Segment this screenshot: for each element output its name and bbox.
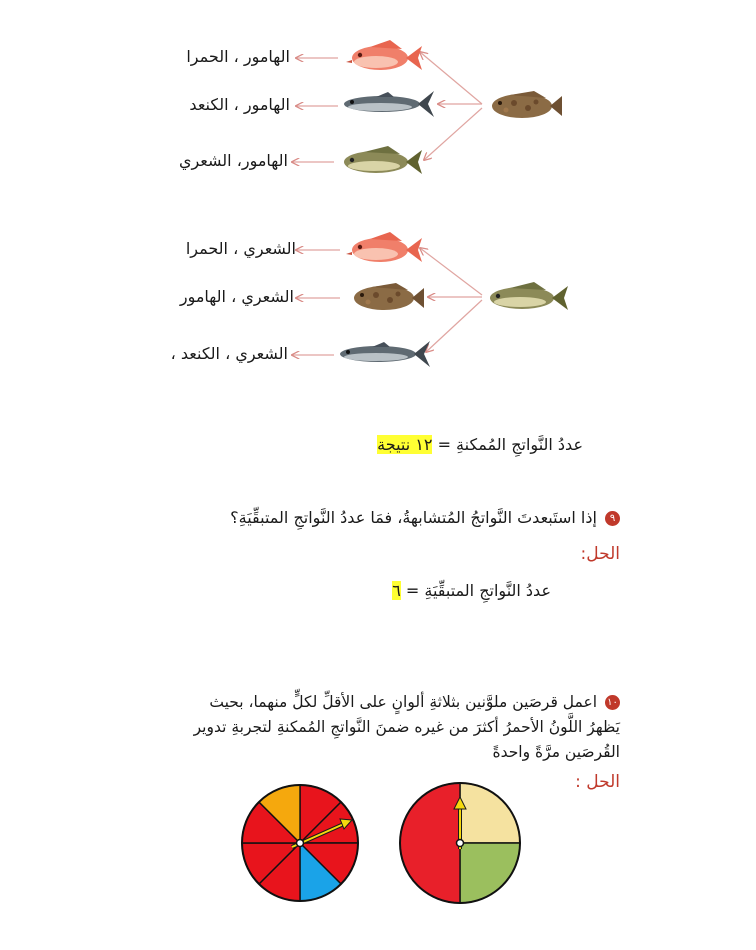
spinner-hub bbox=[457, 840, 464, 847]
solution-label: الحل: bbox=[580, 544, 620, 564]
question-10-line1: اعمل قرصَين ملوَّنين بثلاثةِ ألوانٍ على الأقلِّ لكلٍّ منهما، بحيث bbox=[209, 693, 598, 711]
question-number-badge: ١٠ bbox=[605, 695, 620, 710]
q9-answer-text: عددُ النَّواتجِ المتبقِّيَةِ = bbox=[405, 581, 551, 600]
total-outcomes-text: عددُ النَّواتجِ المُمكنةِ = bbox=[437, 435, 583, 454]
q9-answer-value: ٦ bbox=[392, 581, 401, 600]
outcome-label: الشعري ، الهامور bbox=[179, 287, 294, 306]
question-number-badge: ٩ bbox=[605, 511, 620, 526]
outcome-label: الهامور، الشعري bbox=[178, 151, 288, 170]
spinner-hub bbox=[297, 840, 304, 847]
outcome-label: الشعري ، الحمرا bbox=[185, 239, 296, 258]
question-10-line2: يَظهرُ اللَّونُ الأحمرُ أكثرَ من غيره ضمنَ النَّواتجِ المُمكنةِ لتجربةِ تدوير bbox=[193, 718, 620, 736]
outcome-label: الهامور ، الكنعد bbox=[189, 95, 290, 114]
question-10-line3: القُرصَين مرَّةً واحدةً bbox=[492, 743, 620, 761]
outcome-label: الشعري ، الكنعد ، bbox=[170, 344, 288, 363]
outcome-label: الهامور ، الحمرا bbox=[186, 47, 290, 66]
question-9-text: إذا استَبعدتَ النَّواتجُ المُتشابهةُ، فمَا عددُ النَّواتجِ المتبقِّيَةِ؟ bbox=[230, 508, 597, 527]
spinner-left bbox=[242, 785, 358, 901]
solution-label: الحل : bbox=[575, 772, 620, 792]
spinner-right bbox=[400, 783, 520, 903]
total-outcomes-value: ١٢ نتيجة bbox=[377, 435, 433, 454]
spinner-sector-red bbox=[400, 783, 460, 903]
